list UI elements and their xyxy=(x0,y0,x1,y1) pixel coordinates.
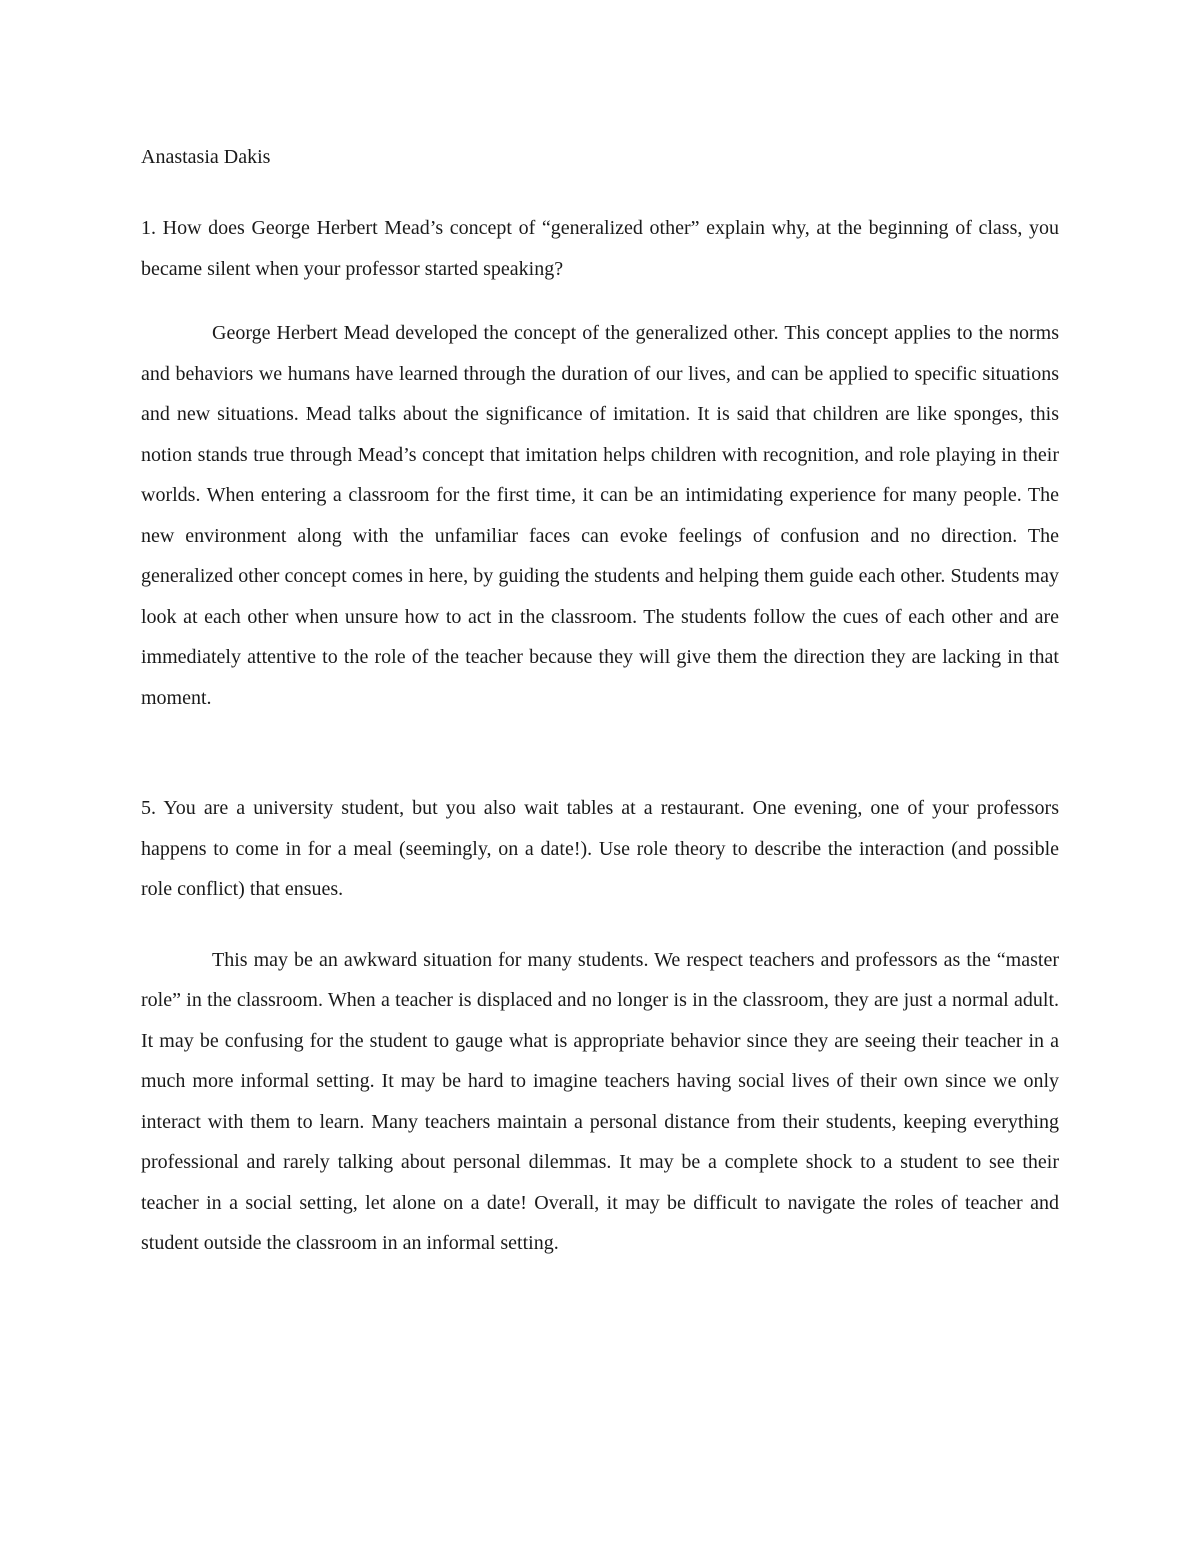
answer-5: This may be an awkward situation for many students. We respect teachers and professors as the “master role” in the classroom. When a teacher is displaced and no longer is in the classroom, they are just a normal adult. It may be confusing for the student to gauge what is appropriate behavior since they are seeing their teacher in a much more informal setting. It may be hard to imagine teachers having social lives of their own since we only interact with them to learn. Many teachers maintain a personal distance from their students, keeping everything professional and rarely talking about personal dilemmas. It may be a complete shock to a student to see their teacher in a social setting, let alone on a date! Overall, it may be difficult to navigate the roles of teacher and student outside the classroom in an informal setting. xyxy=(141,948,1059,1254)
question-5: 5. You are a university student, but you also wait tables at a restaurant. One evening, one of your professors happens to come in for a meal (seemingly, on a date!). Use role theory to describe the interaction (and possible role conflict) that ensues. xyxy=(141,797,1059,900)
answer-1: George Herbert Mead developed the concept of the generalized other. This concept applies to the norms and behaviors we humans have learned through the duration of our lives, and can be applied to specific situations and new situations. Mead talks about the significance of imitation. It is said that children are like sponges, this notion stands true through Mead’s concept that imitation helps children with recognition, and role playing in their worlds. When entering a classroom for the first time, it can be an intimidating experience for many people. The new environment along with the unfamiliar faces can evoke feelings of confusion and no direction. The generalized other concept comes in here, by guiding the students and helping them guide each other. Students may look at each other when unsure how to act in the classroom. The students follow the cues of each other and are immediately attentive to the role of the teacher because they will give them the direction they are lacking in that moment. xyxy=(141,322,1059,709)
question-1: 1. How does George Herbert Mead’s concept of “generalized other” explain why, at the beginning of class, you became silent when your professor started speaking? xyxy=(141,217,1059,280)
document-body xyxy=(141,141,1059,1264)
author-name: Anastasia Dakis xyxy=(141,146,271,168)
